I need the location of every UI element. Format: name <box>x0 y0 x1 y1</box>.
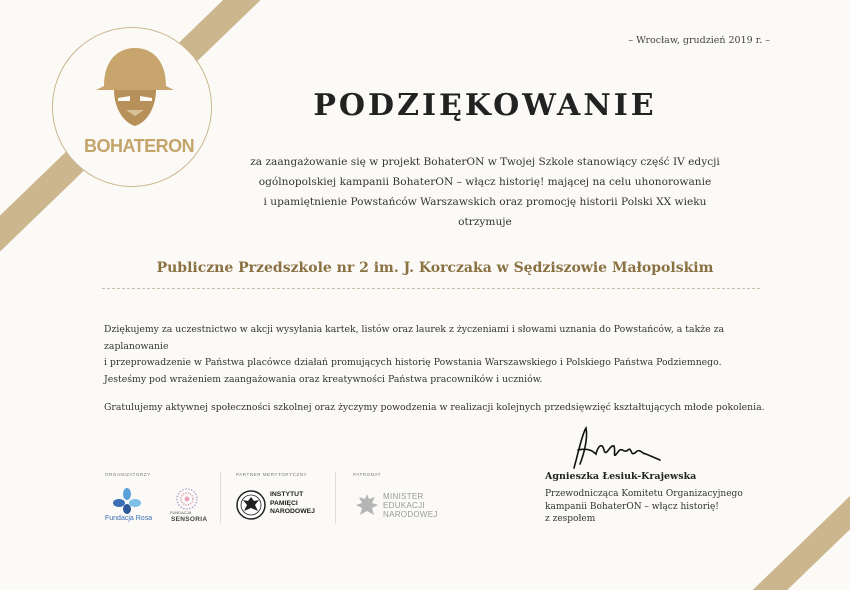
sensoria-small-text: FUNDACJA <box>170 510 192 515</box>
minister-logo-text <box>383 492 438 519</box>
signer-name: Agnieszka Łesiuk-Krajewska <box>545 471 697 482</box>
sensoria-logo-text: SENSORIA <box>171 516 208 523</box>
minister-line: MINISTER <box>383 492 424 501</box>
role-line: z zespołem <box>545 514 596 524</box>
handwritten-signature <box>566 424 666 474</box>
logo-wordmark: BOHATERON <box>84 136 195 156</box>
ipn-line: INSTYTUT <box>270 491 304 498</box>
body-paragraph: Gratulujemy aktywnej społeczności szkolnej oraz życzymy powodzenia w realizacji kolejnych przedsięwzięć kształtujących młode pokolenia. <box>104 402 765 413</box>
ipn-line: NARODOWEJ <box>270 508 315 515</box>
patronage-label: PATRONAT <box>353 472 381 477</box>
body-line: Dziękujemy za uczestnictwo w akcji wysyłania kartek, listów oraz laurek z życzeniami i słowami uznania do Powstańców, a także za zaplanowanie <box>104 324 725 352</box>
body-text <box>104 322 784 429</box>
intro-line: i upamiętnienie Powstańców Warszawskich oraz promocję historii Polski XX wieku <box>263 196 707 208</box>
rosa-flower-icon <box>112 487 142 515</box>
partner-divider <box>335 472 336 524</box>
role-line: Przewodnicząca Komitetu Organizacyjnego <box>545 489 743 499</box>
dashed-divider <box>102 288 760 289</box>
intro-line: za zaangażowanie się w projekt BohaterON w Twojej Szkole stanowiący część IV edycji <box>250 156 720 168</box>
partner-divider <box>220 472 221 524</box>
signer-role <box>545 488 765 526</box>
role-line: kampanii BohaterON – włącz historię! <box>545 501 719 512</box>
intro-line: otrzymuje <box>458 216 512 228</box>
intro-line: ogólnopolskiej kampanii BohaterON – włącz historię! mającej na celu uhonorowanie <box>258 176 712 188</box>
place-date: – Wrocław, grudzień 2019 r. – <box>628 35 770 46</box>
ipn-line: PAMIĘCI <box>270 499 298 507</box>
sensoria-dots-icon <box>174 487 200 511</box>
intro-text <box>225 152 745 232</box>
body-paragraph <box>104 322 784 388</box>
organizers-label: ORGANIZATORZY <box>105 472 151 477</box>
certificate-title: PODZIĘKOWANIE <box>313 88 657 123</box>
partner-label: PARTNER MERYTORYCZNY <box>236 472 308 477</box>
eagle-emblem-icon <box>355 492 379 520</box>
soldier-helmet-icon <box>90 40 180 136</box>
ipn-logo-text <box>270 491 315 517</box>
body-line: Jesteśmy pod wrażeniem zaangażowania oraz kreatywności Państwa pracowników i uczniów. <box>104 373 543 385</box>
recipient-name: Publiczne Przedszkole nr 2 im. J. Korczaka w Sędziszowie Małopolskim <box>156 260 714 276</box>
minister-line: NARODOWEJ <box>383 510 438 519</box>
rosa-logo-text: Fundacja Rosa <box>105 515 153 522</box>
body-line: i przeprowadzenie w Państwa placówce działań promujących historię Powstania Warszawskiego i Polskiego Państwa Podziemnego. <box>104 357 722 368</box>
minister-line: EDUKACJI <box>383 501 425 510</box>
ipn-eagle-seal-icon <box>236 490 266 520</box>
